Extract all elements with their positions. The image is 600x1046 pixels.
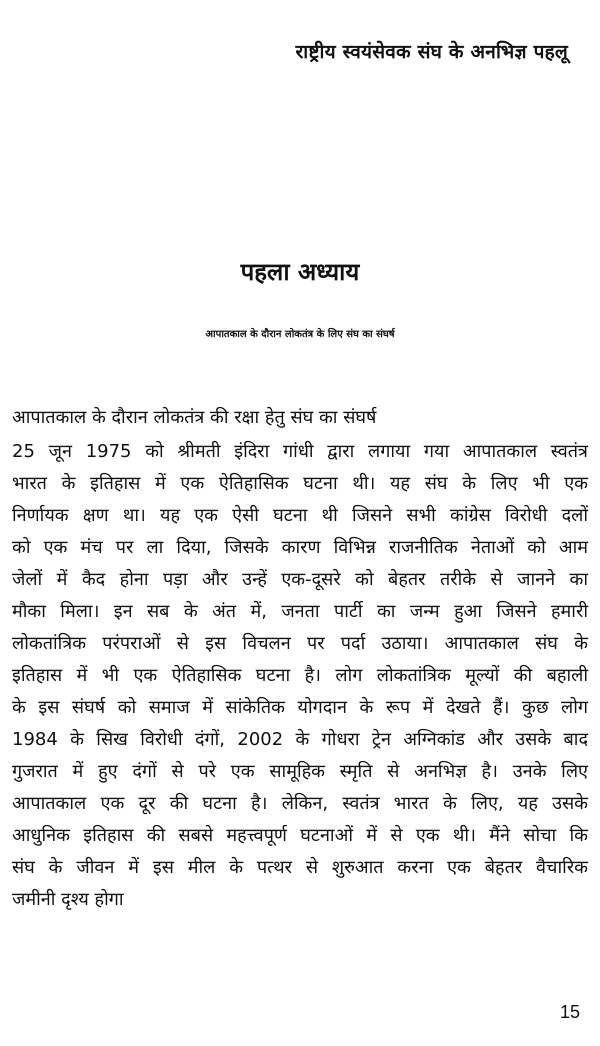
- body-line: जेलों में कैद होना पड़ा और उन्हें एक-दूसरे को बेहतर तरीके से जानने का: [12, 569, 588, 590]
- section-subtitle: आपातकाल के दौरान लोकतंत्र की रक्षा हेतु संघ का संघर्ष: [12, 407, 377, 428]
- body-line: मौका मिला। इन सब के अंत में, जनता पार्टी का जन्म हुआ जिसने हमारी: [12, 601, 588, 622]
- chapter-number: पहला अध्याय: [240, 258, 360, 286]
- running-header: राष्ट्रीय स्वयंसेवक संघ के अनभिज्ञ पहलू: [295, 41, 568, 63]
- body-paragraph: [12, 436, 588, 916]
- body-line: गुजरात में हुए दंगों से परे एक सामूहिक स्मृति से अनभिज्ञ है। उनके लिए: [12, 761, 588, 782]
- body-line: जमीनी दृश्य होगा: [12, 889, 124, 910]
- body-line: संघ के जीवन में इस मील के पत्थर से शुरुआत करना एक बेहतर वैचारिक: [12, 857, 588, 878]
- body-line: आधुनिक इतिहास की सबसे महत्त्वपूर्ण घटनाओं में से एक थी। मैंने सोचा कि: [12, 825, 588, 846]
- body-line: इतिहास में भी एक ऐतिहासिक घटना है। लोग लोकतांत्रिक मूल्यों की बहाली: [12, 665, 588, 686]
- chapter-title: आपातकाल के दौरान लोकतंत्र के लिए संघ का संघर्ष: [205, 329, 395, 340]
- body-line: को एक मंच पर ला दिया, जिसके कारण विभिन्न राजनीतिक नेताओं को आम: [12, 537, 588, 558]
- page-number: 15: [559, 1002, 580, 1022]
- body-line: के इस संघर्ष को समाज में सांकेतिक योगदान के रूप में देखते हैं। कुछ लोग: [12, 697, 588, 718]
- body-line: निर्णायक क्षण था। यह एक ऐसी घटना थी जिसने सभी कांग्रेस विरोधी दलों: [12, 505, 588, 526]
- body-line: आपातकाल एक दूर की घटना है। लेकिन, स्वतंत्र भारत के लिए, यह उसके: [12, 793, 588, 814]
- body-line: 25 जून 1975 को श्रीमती इंदिरा गांधी द्वारा लगाया गया आपातकाल स्वतंत्र: [12, 441, 588, 462]
- body-line: 1984 के सिख विरोधी दंगों, 2002 के गोधरा ट्रेन अग्निकांड और उसके बाद: [12, 729, 588, 750]
- body-line: भारत के इतिहास में एक ऐतिहासिक घटना थी। यह संघ के लिए भी एक: [12, 473, 588, 494]
- body-line: लोकतांत्रिक परंपराओं से इस विचलन पर पर्दा उठाया। आपातकाल संघ के: [12, 633, 588, 654]
